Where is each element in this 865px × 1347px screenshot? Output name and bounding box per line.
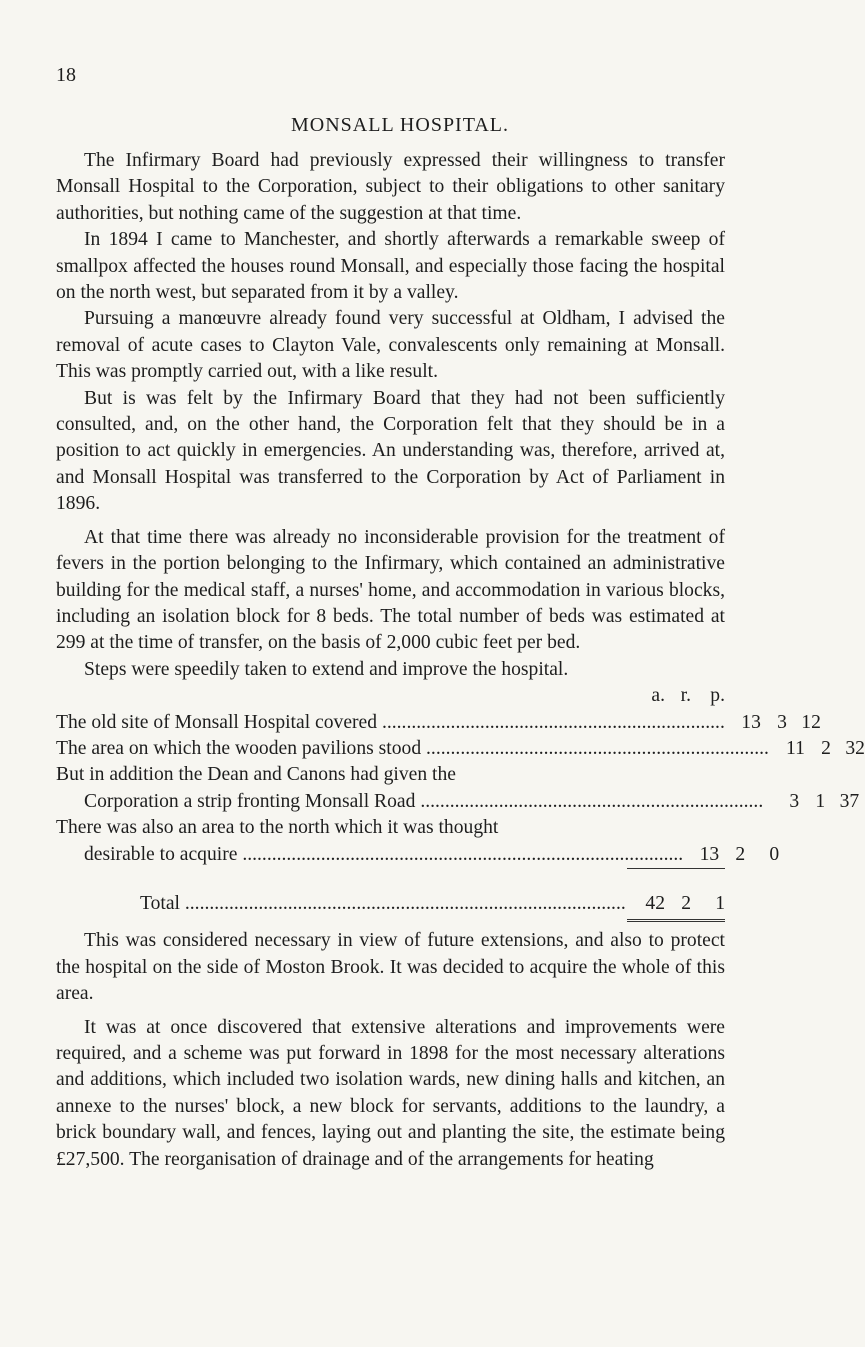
- cell-roods: 1: [815, 790, 826, 812]
- cell-perches: 37: [839, 790, 860, 812]
- table-row: The old site of Monsall Hospital covered ...................................................................... 13 3 12: [56, 710, 725, 736]
- header-roods: r.: [680, 685, 691, 707]
- cell-acres: 11: [786, 737, 805, 759]
- header-acres: a.: [651, 685, 665, 707]
- cell-acres: 13: [741, 711, 761, 733]
- row-label: Corporation a strip fronting Monsall Road: [84, 790, 416, 812]
- cell-perches: 32: [845, 737, 865, 759]
- cell-perches: 0: [769, 843, 780, 865]
- section-heading: MONSALL HOSPITAL.: [291, 114, 509, 136]
- header-perches: p.: [710, 685, 725, 707]
- row-label-line1: There was also an area to the north which it was thought: [56, 817, 499, 839]
- table-row: desirable to acquire .......................................................................................... 13 2 0: [56, 842, 725, 868]
- total-rule: [627, 919, 725, 922]
- paragraph: In 1894 I came to Manchester, and shortly afterwards a remarkable sweep of smallpox affected the houses round Monsall, and especially those facing the hospital on the north west, but separated from it by a valley.: [56, 229, 725, 304]
- table-row-continued: [56, 762, 725, 788]
- table-row: Corporation a strip fronting Monsall Road ...................................................................... 3 1 37: [56, 789, 725, 815]
- paragraph: Steps were speedily taken to extend and improve the hospital.: [84, 658, 569, 680]
- table-row-continued: [56, 815, 725, 841]
- paragraph: The Infirmary Board had previously expressed their willingness to transfer Monsall Hospital to the Corporation, subject to their obligations to other sanitary authorities, but nothing came of the suggestion at that time.: [56, 150, 725, 224]
- paragraph: Pursuing a manœuvre already found very successful at Oldham, I advised the removal of acute cases to Clayton Vale, convalescents only remaining at Monsall. This was promptly carried out, with a like result.: [56, 308, 725, 383]
- cell-perches: 12: [801, 711, 821, 733]
- cell-acres: 13: [699, 843, 720, 865]
- total-label: Total: [140, 892, 180, 914]
- total-perches: 1: [715, 892, 725, 914]
- body-text: [56, 148, 865, 1173]
- page-number: 18: [56, 64, 76, 86]
- cell-roods: 3: [777, 711, 787, 733]
- paragraph: This was considered necessary in view of future extensions, and also to protect the hospital on the side of Moston Brook. It was decided to acquire the whole of this area.: [56, 930, 725, 1005]
- total-acres: 42: [645, 892, 665, 914]
- row-label-line1: But in addition the Dean and Canons had given the: [56, 764, 456, 786]
- subtotal-rule: [627, 868, 725, 869]
- table-total-row: Total .......................................................................................... 42 2 1: [56, 891, 725, 917]
- cell-acres: 3: [789, 790, 800, 812]
- paragraph: At that time there was already no inconsiderable provision for the treatment of fevers in the portion belonging to the Infirmary, which contained an administrative building for the medical staff, a nurses' home, and accommodation in various blocks, including an isolation block for 8 beds. The total number of beds was estimated at 299 at the time of transfer, on the basis of 2,000 cubic feet per bed.: [56, 526, 725, 654]
- row-label: desirable to acquire: [84, 843, 238, 865]
- total-roods: 2: [681, 892, 691, 914]
- table-row: The area on which the wooden pavilions stood ...................................................................... 11 2 32: [56, 736, 725, 762]
- table-header-row: [56, 683, 725, 709]
- paragraph: But is was felt by the Infirmary Board that they had not been sufficiently consulted, and, on the other hand, the Corporation felt that they should be in a position to act quickly in emergencies. An understanding was, therefore, arrived at, and Monsall Hospital was transferred to the Corporation by Act of Parliament in 1896.: [56, 387, 725, 515]
- cell-roods: 2: [821, 737, 831, 759]
- row-label: The old site of Monsall Hospital covered: [56, 711, 378, 733]
- area-table: [56, 683, 865, 922]
- paragraph: It was at once discovered that extensive alterations and improvements were required, and a scheme was put forward in 1898 for the most necessary alterations and additions, which included two isolation wards, new dining halls and kitchen, an annexe to the nurses' block, a new block for servants, additions to the laundry, a brick boundary wall, and fences, laying out and planting the site, the estimate being £27,500. The reorganisation of drainage and of the arrangements for heating: [56, 1016, 725, 1170]
- row-label: The area on which the wooden pavilions stood: [56, 737, 422, 759]
- cell-roods: 2: [735, 843, 746, 865]
